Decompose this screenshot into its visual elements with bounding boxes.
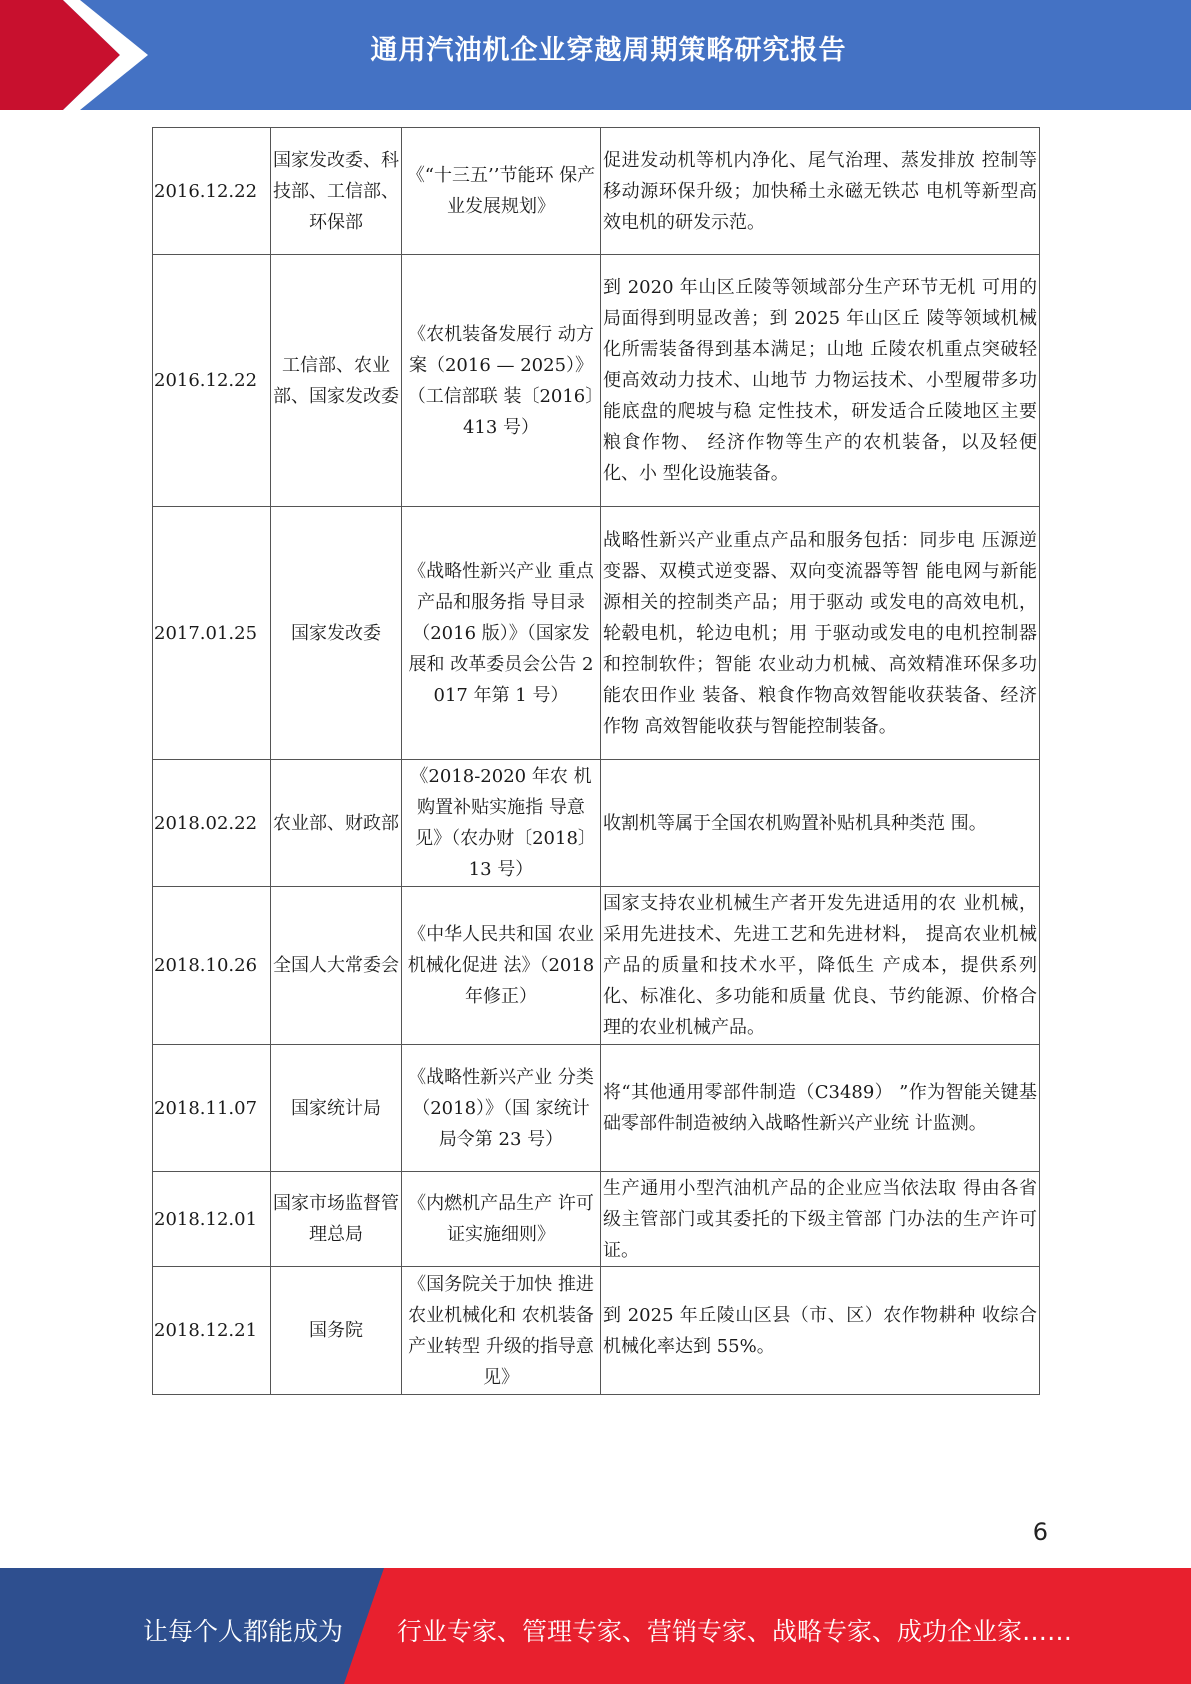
content-cell: 战略性新兴产业重点产品和服务包括：同步电 压源逆变器、双模式逆变器、双向变流器等智 能电网与新能源相关的控制类产品；用于驱动 或发电的高效电机，轮毂电机，轮边电机；用 于驱动或发电的电机控制器和控制软件；智能 农业动力机械、高效精准环保多功能农田作业 装备、粮食作物高效智能收获装备、经济作物 高效智能收获与智能控制装备。 (601, 507, 1040, 760)
table-row (153, 128, 1040, 255)
department-cell: 国家统计局 (271, 1045, 402, 1172)
date-cell: 2016.12.22 (153, 128, 271, 255)
department-cell: 国家发改委、科技部、工信部、环保部 (271, 128, 402, 255)
content-cell: 到 2025 年丘陵山区县（市、区）农作物耕种 收综合机械化率达到 55%。 (601, 1267, 1040, 1395)
date-cell: 2018.12.21 (153, 1267, 271, 1395)
document-cell: 《“十三五’’节能环 保产业发展规划》 (402, 128, 601, 255)
report-title: 通用汽油机企业穿越周期策略研究报告 (370, 35, 847, 66)
date-cell: 2018.02.22 (153, 760, 271, 887)
content-cell: 收割机等属于全国农机购置补贴机具种类范 围。 (601, 760, 1040, 887)
content-cell: 促进发动机等机内净化、尾气治理、蒸发排放 控制等移动源环保升级；加快稀土永磁无铁芯 电机等新型高效电机的研发示范。 (601, 128, 1040, 255)
content-cell: 生产通用小型汽油机产品的企业应当依法取 得由各省级主管部门或其委托的下级主管部 门办法的生产许可证。 (601, 1172, 1040, 1267)
date-cell: 2016.12.22 (153, 255, 271, 507)
date-cell: 2018.10.26 (153, 887, 271, 1045)
footer-slogan-left: 让每个人都能成为 (143, 1617, 344, 1646)
department-cell: 全国人大常委会 (271, 887, 402, 1045)
table-row (153, 507, 1040, 760)
header-banner (0, 0, 1191, 110)
footer-banner (0, 1568, 1191, 1684)
policy-table (152, 127, 1040, 1395)
table-row (153, 1267, 1040, 1395)
table-row (153, 255, 1040, 507)
document-cell: 《2018-2020 年农 机购置补贴实施指 导意见》（农办财〔2018〕 13 号） (402, 760, 601, 887)
document-cell: 《中华人民共和国 农业机械化促进 法》（2018 年修正） (402, 887, 601, 1045)
content-cell: 将“其他通用零部件制造（C3489） ”作为智能关键基础零部件制造被纳入战略性新兴产业统 计监测。 (601, 1045, 1040, 1172)
department-cell: 国家市场监督管理总局 (271, 1172, 402, 1267)
document-cell: 《农机装备发展行 动方案（2016 — 2025）》（工信部联 装〔2016〕413 号） (402, 255, 601, 507)
document-cell: 《战略性新兴产业 重点产品和服务指 导目录（2016 版）》（国家发展和 改革委员会公告 2017 年第 1 号） (402, 507, 601, 760)
table-row (153, 1045, 1040, 1172)
page-number: 6 (1032, 1518, 1048, 1546)
footer-slogan-right: 行业专家、管理专家、营销专家、战略专家、成功企业家…… (397, 1617, 1073, 1646)
date-cell: 2018.12.01 (153, 1172, 271, 1267)
table-row (153, 760, 1040, 887)
table-row (153, 1172, 1040, 1267)
document-cell: 《战略性新兴产业 分类（2018）》（国 家统计局令第 23 号） (402, 1045, 601, 1172)
table-row (153, 887, 1040, 1045)
document-cell: 《国务院关于加快 推进农业机械化和 农机装备产业转型 升级的指导意见》 (402, 1267, 601, 1395)
date-cell: 2018.11.07 (153, 1045, 271, 1172)
department-cell: 农业部、财政部 (271, 760, 402, 887)
content-cell: 到 2020 年山区丘陵等领域部分生产环节无机 可用的局面得到明显改善；到 2025 年山区丘 陵等领域机械化所需装备得到基本满足；山地 丘陵农机重点突破轻便高效动力技术、山地节 力物运技术、小型履带多功能底盘的爬坡与稳 定性技术，研发适合丘陵地区主要粮食作物、 经济作物等生产的农机装备，以及轻便化、小 型化设施装备。 (601, 255, 1040, 507)
department-cell: 国家发改委 (271, 507, 402, 760)
department-cell: 工信部、农业部、国家发改委 (271, 255, 402, 507)
content-cell: 国家支持农业机械生产者开发先进适用的农 业机械，采用先进技术、先进工艺和先进材料， 提高农业机械产品的质量和技术水平，降低生 产成本，提供系列化、标准化、多功能和质量 优良、节约能源、价格合理的农业机械产品。 (601, 887, 1040, 1045)
date-cell: 2017.01.25 (153, 507, 271, 760)
department-cell: 国务院 (271, 1267, 402, 1395)
document-cell: 《内燃机产品生产 许可证实施细则》 (402, 1172, 601, 1267)
